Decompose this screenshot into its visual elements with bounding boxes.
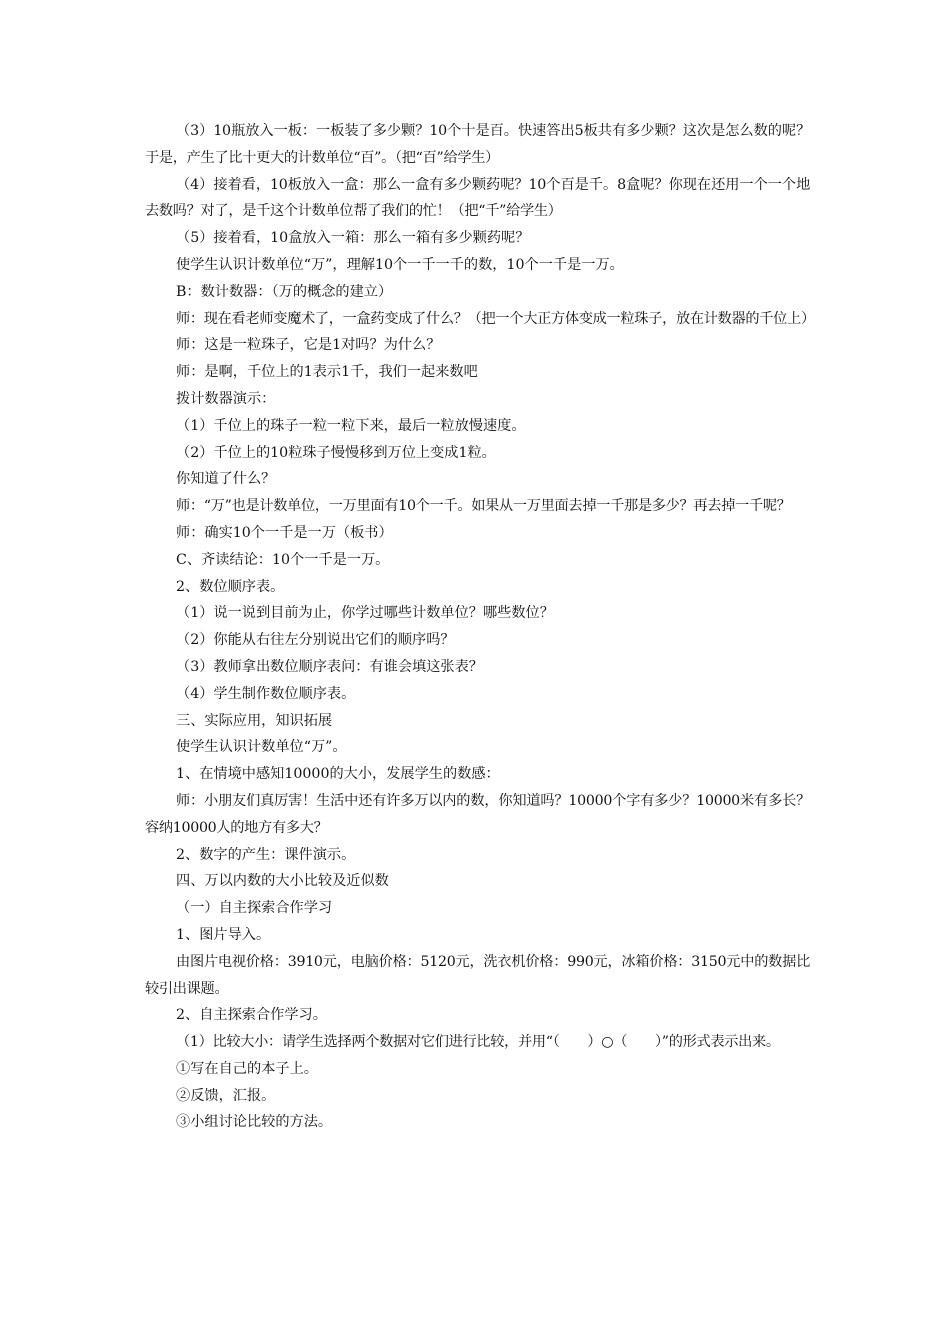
heading-subsection-1: （一）自主探索合作学习	[176, 900, 333, 917]
paragraph-teacher-board: 师：确实10个一千是一万（板书）	[176, 524, 393, 541]
paragraph-goal-wan: 使学生认识计数单位“万”。	[176, 739, 347, 756]
paragraph-group-discuss: ③小组讨论比较的方法。	[176, 1114, 333, 1131]
paragraph-teacher-count: 师：是啊，千位上的1表示1千，我们一起来数吧	[176, 364, 478, 381]
paragraph-teacher-magic: 师：现在看老师变魔术了，一盒药变成了什么？（把一个大正方体变成一粒珠子，放在计数器的千位上）	[176, 310, 815, 327]
paragraph-picture-intro: 1、图片导入。	[176, 926, 271, 943]
document-page	[145, 118, 815, 1136]
paragraph-demo-step-2: （2）千位上的10粒珠子慢慢移到万位上变成1粒。	[176, 444, 496, 461]
paragraph-step-5-box: （5）接着看，10盒放入一箱：那么一箱有多少颗药呢？	[176, 230, 530, 247]
paragraph-question: 你知道了什么？	[176, 471, 276, 488]
paragraph-teacher-bead: 师：这是一粒珠子，它是1对吗？为什么？	[176, 337, 441, 354]
paragraph-origin-numbers: 2、数字的产生：课件演示。	[176, 846, 356, 863]
paragraph-step-4-thousand: （4）接着看，10板放入一盒：那么一盒有多少颗药呢？10个百是千。8盒呢？你现在还用一个一个地去数吗？对了，是千这个计数单位帮了我们的忙！（把“千”给学生）	[145, 176, 810, 220]
paragraph-step-3-hundred: （3）10瓶放入一板：一板装了多少颗？10个十是百。快速答出5板共有多少颗？这次是怎么数的呢？于是，产生了比十更大的计数单位“百”。（把“百”给学生）	[145, 123, 810, 166]
paragraph-sense-10000: 1、在情境中感知10000的大小，发展学生的数感：	[176, 766, 500, 783]
paragraph-unit-wan: 使学生认识计数单位“万”，理解10个一千一千的数，10个一千是一万。	[176, 256, 624, 273]
paragraph-compare: （1）比较大小：请学生选择两个数据对它们进行比较，并用“（ ）○（ ）”的形式表示出来。	[176, 1034, 780, 1051]
paragraph-table-step-1: （1）说一说到目前为止，你学过哪些计数单位？哪些数位？	[176, 605, 554, 622]
paragraph-abacus-demo: 拨计数器演示：	[176, 390, 276, 407]
paragraph-table-step-3: （3）教师拿出数位顺序表问：有谁会填这张表？	[176, 658, 483, 675]
paragraph-demo-step-1: （1）千位上的珠子一粒一粒下来，最后一粒放慢速度。	[176, 417, 526, 434]
paragraph-feedback: ②反馈，汇报。	[176, 1087, 276, 1104]
heading-section-4: 四、万以内数的大小比较及近似数	[176, 873, 389, 890]
paragraph-table-step-4: （4）学生制作数位顺序表。	[176, 685, 356, 702]
paragraph-explore: 2、自主探索合作学习。	[176, 1007, 327, 1024]
heading-section-3: 三、实际应用，知识拓展	[176, 712, 333, 729]
paragraph-section-b: B：数计数器：（万的概念的建立）	[176, 283, 393, 300]
paragraph-write-notebook: ①写在自己的本子上。	[176, 1060, 318, 1077]
paragraph-section-c: C、齐读结论：10个一千是一万。	[176, 551, 390, 568]
paragraph-table-step-2: （2）你能从右往左分别说出它们的顺序吗？	[176, 632, 455, 649]
paragraph-place-value-table: 2、数位顺序表。	[176, 578, 285, 595]
paragraph-prices: 由图片电视价格：3910元，电脑价格：5120元，洗衣机价格：990元，冰箱价格：3150元中的数据比较引出课题。	[145, 953, 810, 997]
paragraph-teacher-wan-unit: 师：“万”也是计数单位，一万里面有10个一千。如果从一万里面去掉一千那是多少？再去掉一千呢？	[176, 498, 791, 515]
paragraph-teacher-10000: 师：小朋友们真厉害！生活中还有许多万以内的数，你知道吗？10000个字有多少？10000米有多长？容纳10000人的地方有多大？	[145, 792, 810, 836]
